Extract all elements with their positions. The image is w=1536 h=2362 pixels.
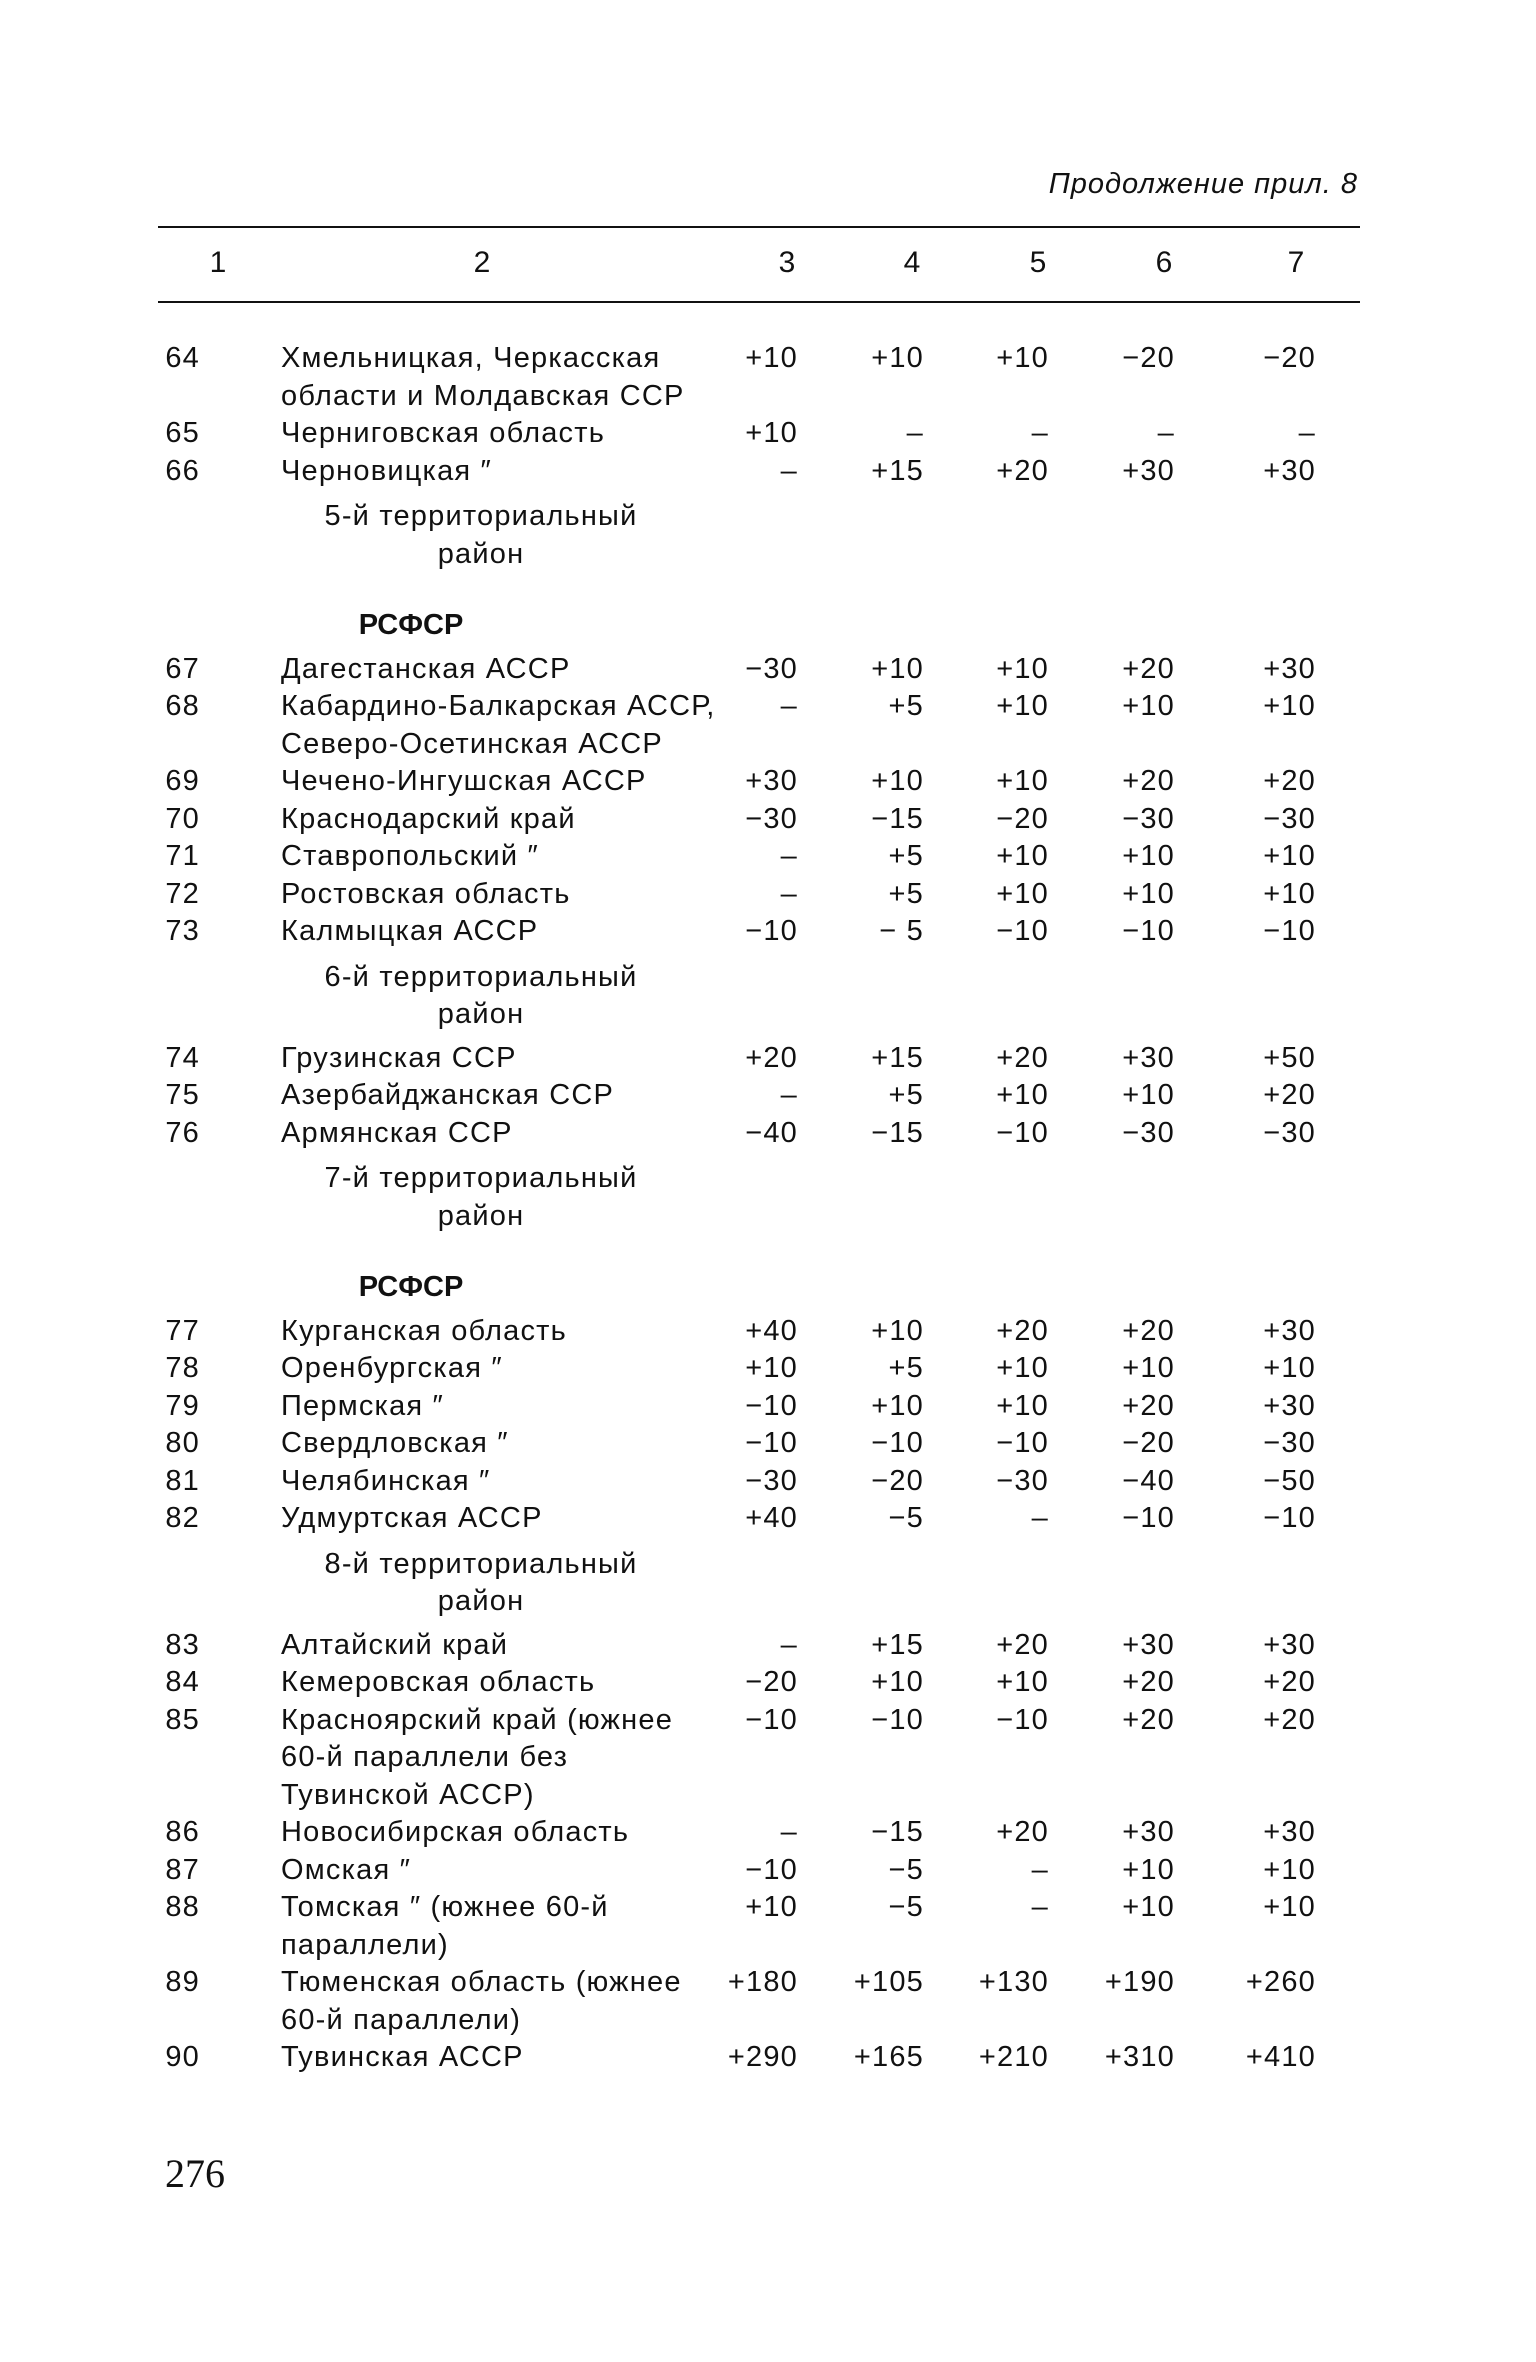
- value-col-6: +20: [1122, 1703, 1175, 1736]
- column-header-6: 6: [1155, 246, 1173, 279]
- value-col-4: −5: [888, 1502, 924, 1534]
- row-number: 65: [165, 417, 200, 449]
- value-col-4: +10: [871, 765, 924, 797]
- table-row: [158, 913, 1360, 951]
- value-col-4: −15: [871, 1816, 924, 1848]
- value-col-4: +5: [888, 690, 924, 722]
- row-number: 69: [165, 765, 200, 797]
- region-name: Кемеровская область: [281, 1666, 596, 1698]
- value-col-3: −10: [745, 1853, 798, 1886]
- value-col-3: –: [780, 1079, 798, 1111]
- row-number: 75: [165, 1079, 200, 1111]
- value-col-3: −30: [745, 652, 798, 685]
- value-col-7: +10: [1263, 1891, 1316, 1923]
- value-col-3: –: [780, 1628, 798, 1661]
- table-row: [158, 1425, 1360, 1463]
- value-col-7: +30: [1263, 1389, 1316, 1422]
- table-row: [158, 1889, 1360, 1964]
- value-col-5: −20: [996, 802, 1049, 835]
- value-col-5: −30: [996, 1464, 1049, 1497]
- value-col-7: +10: [1263, 690, 1316, 722]
- value-col-5: +20: [996, 1041, 1049, 1074]
- value-col-3: −30: [745, 802, 798, 835]
- value-col-5: −10: [996, 915, 1049, 947]
- column-header-1: 1: [209, 246, 227, 279]
- value-col-6: +10: [1122, 877, 1175, 910]
- section-spacer: [158, 1241, 1360, 1269]
- value-col-5: +10: [996, 877, 1049, 910]
- value-col-6: +30: [1122, 1816, 1175, 1848]
- value-col-6: +10: [1122, 1352, 1175, 1384]
- value-col-6: −20: [1122, 1427, 1175, 1459]
- value-col-4: +10: [871, 1314, 924, 1347]
- value-col-4: −15: [871, 1116, 924, 1149]
- value-col-7: −10: [1263, 1502, 1316, 1534]
- region-name: Ставропольский ″: [281, 840, 540, 872]
- value-col-3: +30: [745, 765, 798, 797]
- value-col-6: +30: [1122, 1041, 1175, 1074]
- region-name: Черновицкая ″: [281, 454, 493, 487]
- value-col-3: +20: [745, 1041, 798, 1074]
- region-name: Тувинская АССР: [281, 2041, 524, 2073]
- region-name: Пермская ″: [281, 1389, 445, 1422]
- table-row: [158, 1388, 1360, 1426]
- value-col-4: −10: [871, 1703, 924, 1736]
- value-col-6: −10: [1122, 1502, 1175, 1534]
- row-number: 78: [165, 1352, 200, 1384]
- value-col-4: +5: [888, 1079, 924, 1111]
- region-name: Красноярский край (южнее 60-й параллели без Тувинской АССР): [281, 1703, 674, 1811]
- value-col-4: +15: [871, 1041, 924, 1074]
- value-col-6: +10: [1122, 1079, 1175, 1111]
- value-col-5: +20: [996, 454, 1049, 487]
- table-header-rule: [158, 301, 1360, 303]
- region-name: Алтайский край: [281, 1628, 509, 1661]
- value-col-6: −20: [1122, 342, 1175, 374]
- row-number: 87: [165, 1853, 200, 1886]
- region-name: Калмыцкая АССР: [281, 915, 539, 947]
- value-col-7: +10: [1263, 1853, 1316, 1886]
- republic-heading: РСФСР: [358, 609, 464, 641]
- value-col-7: +10: [1263, 877, 1316, 910]
- value-col-7: −10: [1263, 915, 1316, 947]
- value-col-6: +190: [1104, 1966, 1175, 1998]
- value-col-7: +20: [1263, 1666, 1316, 1698]
- value-col-6: −10: [1122, 915, 1175, 947]
- value-col-5: –: [1031, 1891, 1049, 1923]
- value-col-3: +40: [745, 1314, 798, 1347]
- value-col-7: +20: [1263, 1079, 1316, 1111]
- territorial-district-heading: 8-й территориальный район: [324, 1547, 638, 1617]
- row-number: 81: [165, 1464, 200, 1497]
- republic-heading: РСФСР: [358, 1271, 464, 1303]
- value-col-7: +30: [1263, 652, 1316, 685]
- table-row: [158, 688, 1360, 763]
- row-number: 76: [165, 1116, 200, 1149]
- value-col-4: − 5: [879, 915, 924, 947]
- region-name: Черниговская область: [281, 417, 606, 449]
- row-number: 67: [165, 652, 200, 685]
- value-col-3: −20: [745, 1666, 798, 1698]
- value-col-3: +40: [745, 1502, 798, 1534]
- value-col-7: +20: [1263, 1703, 1316, 1736]
- table-row: [158, 801, 1360, 839]
- value-col-6: +10: [1122, 690, 1175, 722]
- row-number: 88: [165, 1891, 200, 1923]
- table-row: [158, 1964, 1360, 2039]
- value-col-5: +20: [996, 1628, 1049, 1661]
- value-col-5: +10: [996, 1666, 1049, 1698]
- table-row: [158, 1463, 1360, 1501]
- value-col-5: +10: [996, 1079, 1049, 1111]
- region-name: Азербайджанская ССР: [281, 1079, 615, 1111]
- value-col-5: −10: [996, 1427, 1049, 1459]
- value-col-3: −30: [745, 1464, 798, 1497]
- table-row: [158, 1500, 1360, 1538]
- row-number: 73: [165, 915, 200, 947]
- value-col-5: +10: [996, 765, 1049, 797]
- value-col-6: +30: [1122, 1628, 1175, 1661]
- value-col-4: +10: [871, 1666, 924, 1698]
- value-col-6: +30: [1122, 454, 1175, 487]
- region-name: Томская ″ (южнее 60-й параллели): [281, 1891, 609, 1961]
- value-col-3: −10: [745, 915, 798, 947]
- value-col-7: −20: [1263, 342, 1316, 374]
- table-row: [158, 1350, 1360, 1388]
- value-col-3: +10: [745, 1352, 798, 1384]
- value-col-3: –: [780, 454, 798, 487]
- row-number: 80: [165, 1427, 200, 1459]
- column-header-5: 5: [1029, 246, 1047, 279]
- value-col-3: –: [780, 690, 798, 722]
- row-number: 72: [165, 877, 200, 910]
- value-col-6: +10: [1122, 1853, 1175, 1886]
- value-col-6: +20: [1122, 1314, 1175, 1347]
- value-col-5: +10: [996, 652, 1049, 685]
- value-col-5: −10: [996, 1116, 1049, 1149]
- value-col-6: +10: [1122, 840, 1175, 872]
- row-number: 64: [165, 342, 200, 374]
- row-number: 86: [165, 1816, 200, 1848]
- territorial-district-heading: 5-й территориальный район: [324, 500, 638, 570]
- value-col-6: −30: [1122, 802, 1175, 835]
- value-col-4: +105: [853, 1966, 924, 1998]
- value-col-7: +50: [1263, 1041, 1316, 1074]
- value-col-5: +20: [996, 1816, 1049, 1848]
- value-col-7: –: [1298, 417, 1316, 449]
- region-name: Армянская ССР: [281, 1116, 513, 1149]
- table-top-rule: [158, 226, 1360, 228]
- value-col-3: −10: [745, 1389, 798, 1422]
- region-name: Свердловская ″: [281, 1427, 509, 1459]
- value-col-5: –: [1031, 1853, 1049, 1886]
- value-col-5: +210: [978, 2041, 1049, 2073]
- table-row: [158, 2039, 1360, 2077]
- row-number: 83: [165, 1628, 200, 1661]
- value-col-4: +10: [871, 342, 924, 374]
- value-col-7: +10: [1263, 840, 1316, 872]
- value-col-7: +30: [1263, 1816, 1316, 1848]
- region-name: Удмуртская АССР: [281, 1502, 543, 1534]
- value-col-5: −10: [996, 1703, 1049, 1736]
- value-col-7: +30: [1263, 1314, 1316, 1347]
- value-col-5: –: [1031, 1502, 1049, 1534]
- table-row: [158, 340, 1360, 415]
- table-row: [158, 763, 1360, 801]
- table-row: [158, 1702, 1360, 1815]
- value-col-6: +310: [1104, 2041, 1175, 2073]
- value-col-7: −30: [1263, 1116, 1316, 1149]
- value-col-4: +5: [888, 840, 924, 872]
- value-col-5: –: [1031, 417, 1049, 449]
- value-col-6: −40: [1122, 1464, 1175, 1497]
- region-name: Краснодарский край: [281, 802, 576, 835]
- row-number: 84: [165, 1666, 200, 1698]
- table-row: [158, 876, 1360, 914]
- value-col-4: –: [906, 417, 924, 449]
- value-col-4: −10: [871, 1427, 924, 1459]
- value-col-5: +10: [996, 1389, 1049, 1422]
- column-header-3: 3: [778, 246, 796, 279]
- table-row: [158, 1664, 1360, 1702]
- row-number: 71: [165, 840, 200, 872]
- region-name: Челябинская ″: [281, 1464, 491, 1497]
- row-number: 90: [165, 2041, 200, 2073]
- value-col-4: −20: [871, 1464, 924, 1497]
- value-col-7: +30: [1263, 454, 1316, 487]
- row-number: 82: [165, 1502, 200, 1534]
- page-number: 276: [165, 2151, 225, 2196]
- column-header-4: 4: [903, 246, 921, 279]
- value-col-5: +10: [996, 840, 1049, 872]
- value-col-7: +260: [1245, 1966, 1316, 1998]
- table-row: [158, 1115, 1360, 1153]
- table-row: [158, 1814, 1360, 1852]
- value-col-7: +10: [1263, 1352, 1316, 1384]
- table-row: [158, 1077, 1360, 1115]
- territorial-district-heading: 6-й территориальный район: [324, 960, 638, 1030]
- row-number: 77: [165, 1314, 200, 1347]
- value-col-6: +10: [1122, 1891, 1175, 1923]
- value-col-3: −10: [745, 1703, 798, 1736]
- value-col-4: −5: [888, 1853, 924, 1886]
- row-number: 74: [165, 1041, 200, 1074]
- value-col-4: +10: [871, 1389, 924, 1422]
- row-number: 89: [165, 1966, 200, 1998]
- value-col-7: −30: [1263, 802, 1316, 835]
- table-row: [158, 415, 1360, 453]
- value-col-4: +10: [871, 652, 924, 685]
- table-row: [158, 1313, 1360, 1351]
- value-col-4: +15: [871, 1628, 924, 1661]
- value-col-3: +180: [727, 1966, 798, 1998]
- value-col-7: −30: [1263, 1427, 1316, 1459]
- value-col-5: +10: [996, 342, 1049, 374]
- value-col-3: –: [780, 877, 798, 910]
- region-name: Хмельницкая, Черкасская области и Молдавская ССР: [281, 342, 685, 412]
- value-col-4: +5: [888, 877, 924, 910]
- section-spacer: [158, 579, 1360, 607]
- table-row: [158, 1040, 1360, 1078]
- value-col-7: −50: [1263, 1464, 1316, 1497]
- value-col-4: +5: [888, 1352, 924, 1384]
- territorial-district-heading: 7-й территориальный район: [324, 1162, 638, 1232]
- region-name: Дагестанская АССР: [281, 652, 571, 685]
- value-col-3: −10: [745, 1427, 798, 1459]
- value-col-3: −40: [745, 1116, 798, 1149]
- value-col-5: +20: [996, 1314, 1049, 1347]
- region-name: Тюменская область (южнее 60-й параллели): [281, 1966, 682, 2036]
- value-col-3: –: [780, 1816, 798, 1848]
- table-row: [158, 838, 1360, 876]
- table-row: [158, 1627, 1360, 1665]
- column-header-7: 7: [1287, 246, 1305, 279]
- value-col-4: +165: [853, 2041, 924, 2073]
- value-col-7: +20: [1263, 765, 1316, 797]
- value-col-7: +410: [1245, 2041, 1316, 2073]
- table-row: [158, 651, 1360, 689]
- value-col-6: –: [1157, 417, 1175, 449]
- value-col-3: +10: [745, 1891, 798, 1923]
- value-col-5: +130: [978, 1966, 1049, 1998]
- region-name: Новосибирская область: [281, 1816, 630, 1848]
- region-name: Грузинская ССР: [281, 1041, 517, 1074]
- table-body: [158, 340, 1360, 2077]
- region-name: Чечено-Ингушская АССР: [281, 765, 647, 797]
- table-row: [158, 1852, 1360, 1890]
- column-header-2: 2: [473, 246, 491, 279]
- value-col-3: –: [780, 840, 798, 872]
- value-col-6: +20: [1122, 1666, 1175, 1698]
- value-col-4: −15: [871, 802, 924, 835]
- value-col-5: +10: [996, 1352, 1049, 1384]
- row-number: 79: [165, 1389, 200, 1422]
- region-name: Оренбургская ″: [281, 1352, 503, 1384]
- region-name: Кабардино-Балкарская АССР, Северо-Осетинская АССР: [281, 690, 716, 760]
- value-col-5: +10: [996, 690, 1049, 722]
- value-col-6: +20: [1122, 765, 1175, 797]
- table-row: [158, 453, 1360, 491]
- value-col-3: +290: [727, 2041, 798, 2073]
- row-number: 66: [165, 454, 200, 487]
- region-name: Омская ″: [281, 1853, 412, 1886]
- table-caption: Продолжение прил. 8: [1048, 168, 1358, 200]
- value-col-3: +10: [745, 417, 798, 449]
- row-number: 85: [165, 1703, 200, 1736]
- value-col-6: +20: [1122, 1389, 1175, 1422]
- value-col-6: −30: [1122, 1116, 1175, 1149]
- region-name: Ростовская область: [281, 877, 571, 910]
- row-number: 68: [165, 690, 200, 722]
- region-name: Курганская область: [281, 1314, 567, 1347]
- value-col-7: +30: [1263, 1628, 1316, 1661]
- value-col-6: +20: [1122, 652, 1175, 685]
- value-col-4: +15: [871, 454, 924, 487]
- value-col-4: −5: [888, 1891, 924, 1923]
- row-number: 70: [165, 802, 200, 835]
- value-col-3: +10: [745, 342, 798, 374]
